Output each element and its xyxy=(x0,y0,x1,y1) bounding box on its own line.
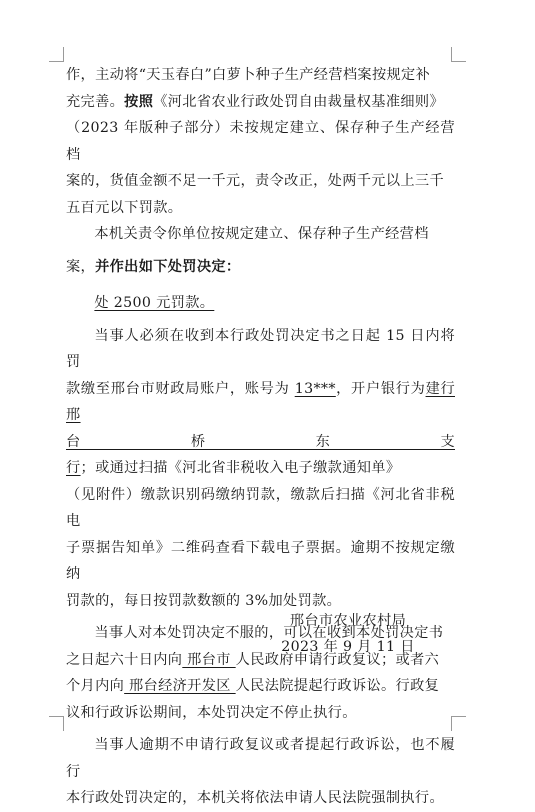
text-line: （见附件）缴款识别码缴纳罚款，缴款后扫描《河北省非税电 xyxy=(66,486,455,529)
text-line xyxy=(66,429,455,482)
paragraph-legal-basis xyxy=(66,62,455,221)
issuing-authority: 邢台市农业农村局 xyxy=(289,613,407,629)
text-line: 本行政处罚决定的，本机关将依法申请人民法院强制执行。 xyxy=(66,790,444,806)
text-line xyxy=(66,254,455,281)
text-line: 罚款的，每日按罚款数额的 3%加处罚款。 xyxy=(66,592,342,609)
document-body xyxy=(66,62,455,812)
paragraph-penalty xyxy=(66,290,455,317)
paragraph-payment xyxy=(66,323,455,615)
decision-heading: 并作出如下处罚决定： xyxy=(95,258,241,275)
text-line: 五百元以下罚款。 xyxy=(66,199,183,216)
review-authority: 邢台市 xyxy=(182,651,236,668)
bold-keyword: 按照 xyxy=(124,93,154,110)
text-run: ，开户银行为 xyxy=(335,380,426,397)
text-line: 作，主动将“天玉春白”白萝卜种子生产经营档案按规定补 xyxy=(66,67,431,83)
paragraph-order xyxy=(66,221,455,280)
court-name: 邢台经济开发区 xyxy=(124,678,236,694)
text-run: 充完善。 xyxy=(66,93,125,110)
text-run: 款缴至邢台市财政局账户，账号为 xyxy=(66,380,295,397)
signature-block xyxy=(268,608,428,660)
text-line: （2023 年版种子部分）未按规定建立、保存种子生产经营档 xyxy=(66,120,455,163)
text-run: 之日起六十日内向 xyxy=(66,651,183,668)
text-run: 人民政府申请行政复议；或者六 xyxy=(235,651,440,668)
issue-date: 2023 年 9 月 11 日 xyxy=(281,639,415,655)
penalty-amount: 处 2500 元罚款。 xyxy=(94,295,215,311)
text-run: 人民法院提起行政诉讼。行政复 xyxy=(235,678,440,694)
text-line: 本机关责令你单位按规定建立、保存种子生产经营档 xyxy=(94,226,429,242)
crop-mark-top-left xyxy=(49,47,64,62)
account-number: 13*** xyxy=(294,380,336,397)
text-run: 个月内向 xyxy=(66,678,125,694)
text-line: 议和行政诉讼期间，本处罚决定不停止执行。 xyxy=(66,704,357,721)
text-line: 子票据告知单》二维码查看下载电子票据。逾期不按规定缴纳 xyxy=(66,539,455,582)
text-line xyxy=(66,89,455,116)
crop-mark-top-right xyxy=(451,47,466,62)
text-line xyxy=(66,376,455,429)
text-line: 当事人必须在收到本行政处罚决定书之日起 15 日内将罚 xyxy=(66,327,455,370)
text-line: 当事人对本处罚决定不服的，可以在收到本处罚决定书 xyxy=(94,625,444,641)
paragraph-enforcement xyxy=(66,732,455,812)
crop-mark-bottom-left xyxy=(49,716,64,731)
text-line: 当事人逾期不申请行政复议或者提起行政诉讼，也不履行 xyxy=(66,737,455,780)
text-run: ；或通过扫描《河北省非税收入电子缴款通知单》 xyxy=(80,460,401,476)
text-line xyxy=(66,290,455,317)
text-line: 案的，货值金额不足一千元，责令改正，处两千元以上三千 xyxy=(66,173,444,189)
text-run: 案， xyxy=(66,258,96,275)
text-line xyxy=(66,673,455,700)
regulation-title: 《河北省农业行政处罚自由裁量权基准细则》 xyxy=(153,93,444,110)
bank-name: 台桥东支行 xyxy=(66,433,455,476)
bank-name: 建行邢 xyxy=(66,380,455,423)
